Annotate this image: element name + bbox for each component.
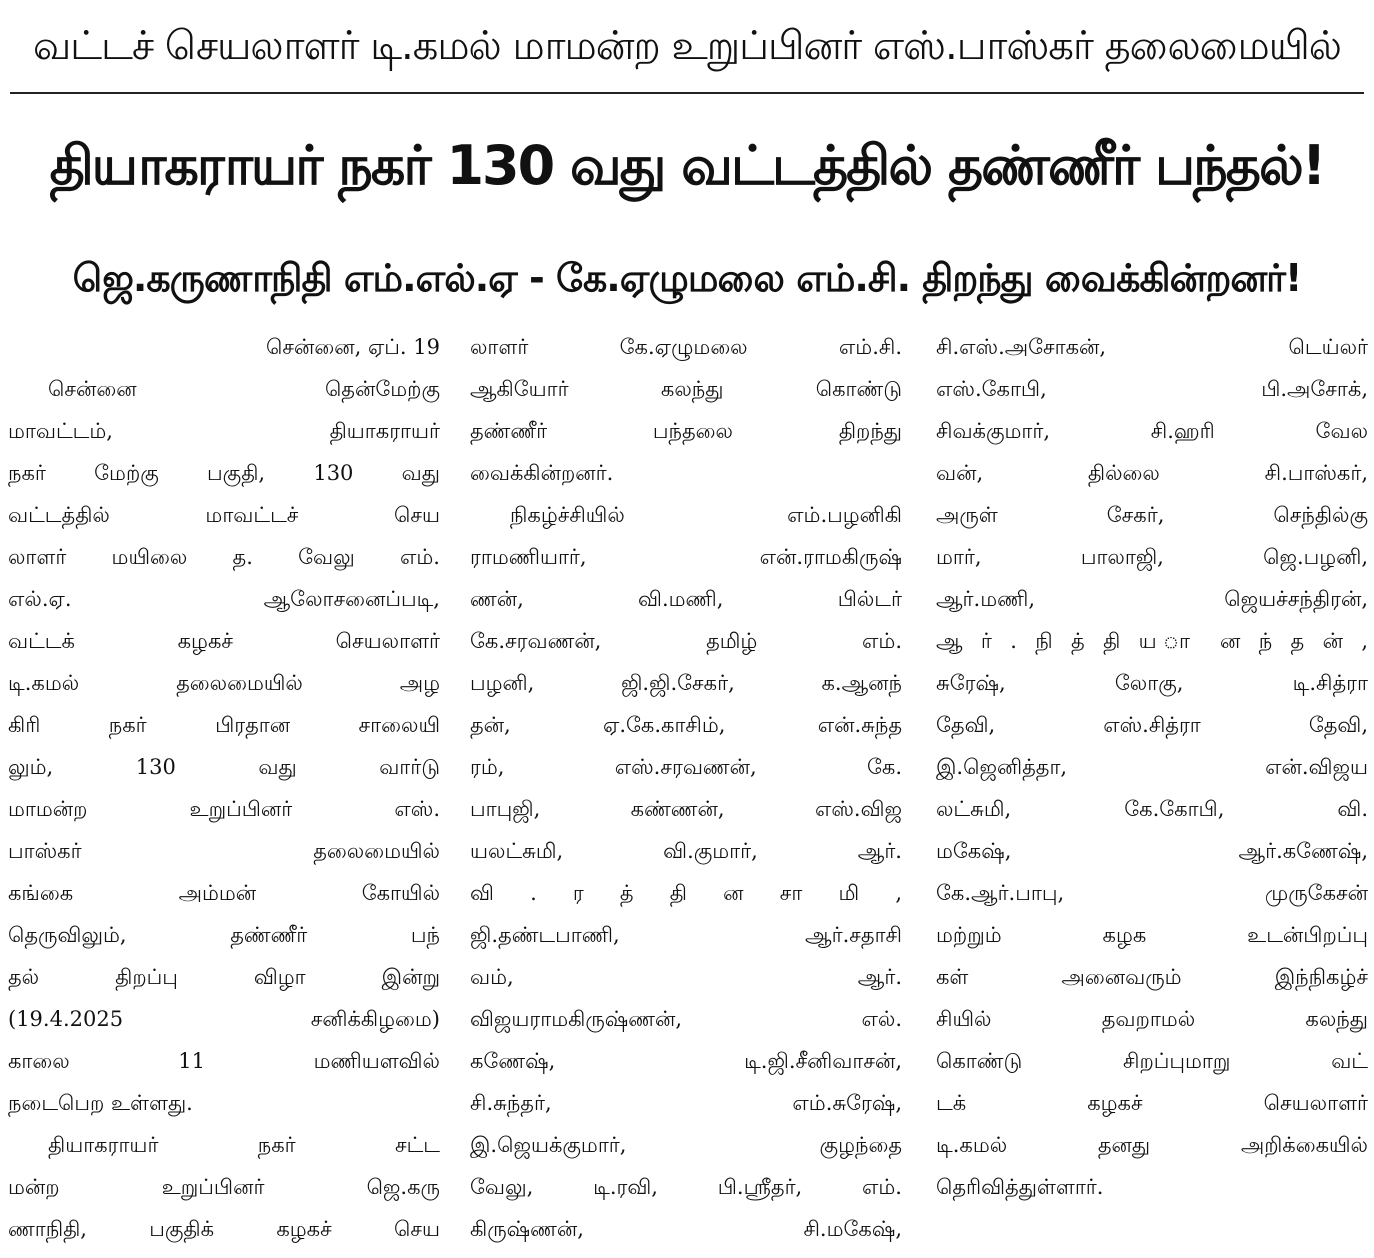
text-line: அருள் சேகர், செந்தில்கு [936, 503, 1368, 527]
text-line: வம், ஆர். [470, 965, 902, 989]
article-column-2 [470, 326, 902, 1258]
text-line: தல் திறப்பு விழா இன்று [8, 965, 440, 989]
text-line: கள் அனைவரும் இந்நிகழ்ச் [936, 965, 1368, 989]
text-line: மன்ற உறுப்பினர் ஜெ.கரு [8, 1175, 440, 1199]
text-line: கிரி நகர் பிரதான சாலையி [8, 713, 440, 737]
text-line: தெரிவித்துள்ளார். [936, 1175, 1104, 1199]
text-line: வி . ர த் தி ன சா மி , [470, 881, 902, 905]
text-line: சென்னை தென்மேற்கு [48, 377, 440, 401]
dateline: சென்னை, ஏப். 19 [266, 335, 440, 359]
text-line: மகேஷ், ஆர்.கணேஷ், [936, 839, 1368, 863]
text-line: சுரேஷ், லோகு, டி.சித்ரா [936, 671, 1368, 695]
text-line: ணன், வி.மணி, பில்டர் [470, 587, 902, 611]
text-line: லாளர் மயிலை த. வேலு எம். [8, 545, 440, 569]
text-line: இ.ஜெயக்குமார், குழந்தை [470, 1133, 902, 1157]
text-line: பாபுஜி, கண்ணன், எஸ்.விஜ [470, 797, 902, 821]
text-line: பழனி, ஜி.ஜி.சேகர், க.ஆனந் [470, 671, 902, 695]
text-line: எஸ்.கோபி, பி.அசோக், [936, 377, 1368, 401]
text-line: ஜி.தண்டபாணி, ஆர்.சதாசி [470, 923, 902, 947]
text-line: தன், ஏ.கே.காசிம், என்.சுந்த [470, 713, 902, 737]
subheadline: ஜெ.கருணாநிதி எம்.எல்.ஏ - கே.ஏழுமலை எம்.சி. திறந்து வைக்கின்றனர்! [72, 256, 1302, 300]
text-line: இ.ஜெனித்தா, என்.விஜய [936, 755, 1368, 779]
text-line: வட்டக் கழகச் செயலாளர் [8, 629, 440, 653]
text-line: ஆர்.மணி, ஜெயச்சந்திரன், [936, 587, 1368, 611]
text-line: கே.ஆர்.பாபு, முருகேசன் [936, 881, 1368, 905]
text-line: மாமன்ற உறுப்பினர் எஸ். [8, 797, 440, 821]
article-column-1 [8, 326, 440, 1258]
text-line: சி.எஸ்.அசோகன், டெய்லர் [936, 335, 1368, 359]
text-line: கிருஷ்ணன், சி.மகேஷ், [470, 1217, 902, 1241]
text-line: டி.கமல் தனது அறிக்கையில் [936, 1133, 1368, 1157]
text-line: தேவி, எஸ்.சித்ரா தேவி, [936, 713, 1368, 737]
text-line: வைக்கின்றனர். [470, 461, 614, 485]
text-line: லாளர் கே.ஏழுமலை எம்.சி. [470, 335, 902, 359]
text-line: நிகழ்ச்சியில் எம்.பழனிகி [510, 503, 902, 527]
text-line: ரம், எஸ்.சரவணன், கே. [470, 755, 902, 779]
header-rule [10, 92, 1364, 94]
text-line: தியாகராயர் நகர் சட்ட [48, 1133, 440, 1157]
text-line: விஜயராமகிருஷ்ணன், எல். [470, 1007, 902, 1031]
text-line: ராமணியார், என்.ராமகிருஷ் [470, 545, 902, 569]
text-line: லட்சுமி, கே.கோபி, வி. [936, 797, 1368, 821]
text-line: லும், 130 வது வார்டு [8, 755, 440, 779]
text-line: ஆ ர் . நி த் தி ய ா ன ந் த ன் , [936, 629, 1368, 653]
text-line: தெருவிலும், தண்ணீர் பந் [8, 923, 440, 947]
text-line: (19.4.2025 சனிக்கிழமை) [8, 1007, 440, 1031]
text-line: கணேஷ், டி.ஜி.சீனிவாசன், [470, 1049, 902, 1073]
text-line: கங்கை அம்மன் கோயில் [8, 881, 440, 905]
text-line: நடைபெற உள்ளது. [8, 1091, 193, 1115]
text-line: ணாநிதி, பகுதிக் கழகச் செய [8, 1217, 440, 1241]
text-line: எல்.ஏ. ஆலோசனைப்படி, [8, 587, 440, 611]
text-line: நகர் மேற்கு பகுதி, 130 வது [8, 461, 440, 485]
text-line: சிவக்குமார், சி.ஹரி வேல [936, 419, 1368, 443]
text-line: யலட்சுமி, வி.குமார், ஆர். [470, 839, 902, 863]
text-line: பாஸ்கர் தலைமையில் [8, 839, 440, 863]
text-line: காலை 11 மணியளவில் [8, 1049, 440, 1073]
text-line: தண்ணீர் பந்தலை திறந்து [470, 419, 902, 443]
text-line: மாவட்டம், தியாகராயர் [8, 419, 440, 443]
text-line: சியில் தவறாமல் கலந்து [936, 1007, 1368, 1031]
kicker-line: வட்டச் செயலாளர் டி.கமல் மாமன்ற உறுப்பினர் எஸ்.பாஸ்கர் தலைமையில் [33, 23, 1341, 69]
text-line: கே.சரவணன், தமிழ் எம். [470, 629, 902, 653]
text-line: வேலு, டி.ரவி, பி.ஸ்ரீதர், எம். [470, 1175, 902, 1199]
text-line: மார், பாலாஜி, ஜெ.பழனி, [936, 545, 1368, 569]
text-line: கொண்டு சிறப்புமாறு வட் [936, 1049, 1368, 1073]
article-column-3 [936, 326, 1368, 1258]
text-line: டி.கமல் தலைமையில் அழ [8, 671, 440, 695]
text-line: சி.சுந்தர், எம்.சுரேஷ், [470, 1091, 902, 1115]
text-line: வட்டத்தில் மாவட்டச் செய [8, 503, 440, 527]
text-line: வன், தில்லை சி.பாஸ்கர், [936, 461, 1368, 485]
headline: தியாகராயர் நகர் 130 வது வட்டத்தில் தண்ணீர் பந்தல்! [49, 134, 1325, 197]
text-line: மற்றும் கழக உடன்பிறப்பு [936, 923, 1368, 947]
text-line: ஆகியோர் கலந்து கொண்டு [470, 377, 902, 401]
text-line: டக் கழகச் செயலாளர் [936, 1091, 1368, 1115]
